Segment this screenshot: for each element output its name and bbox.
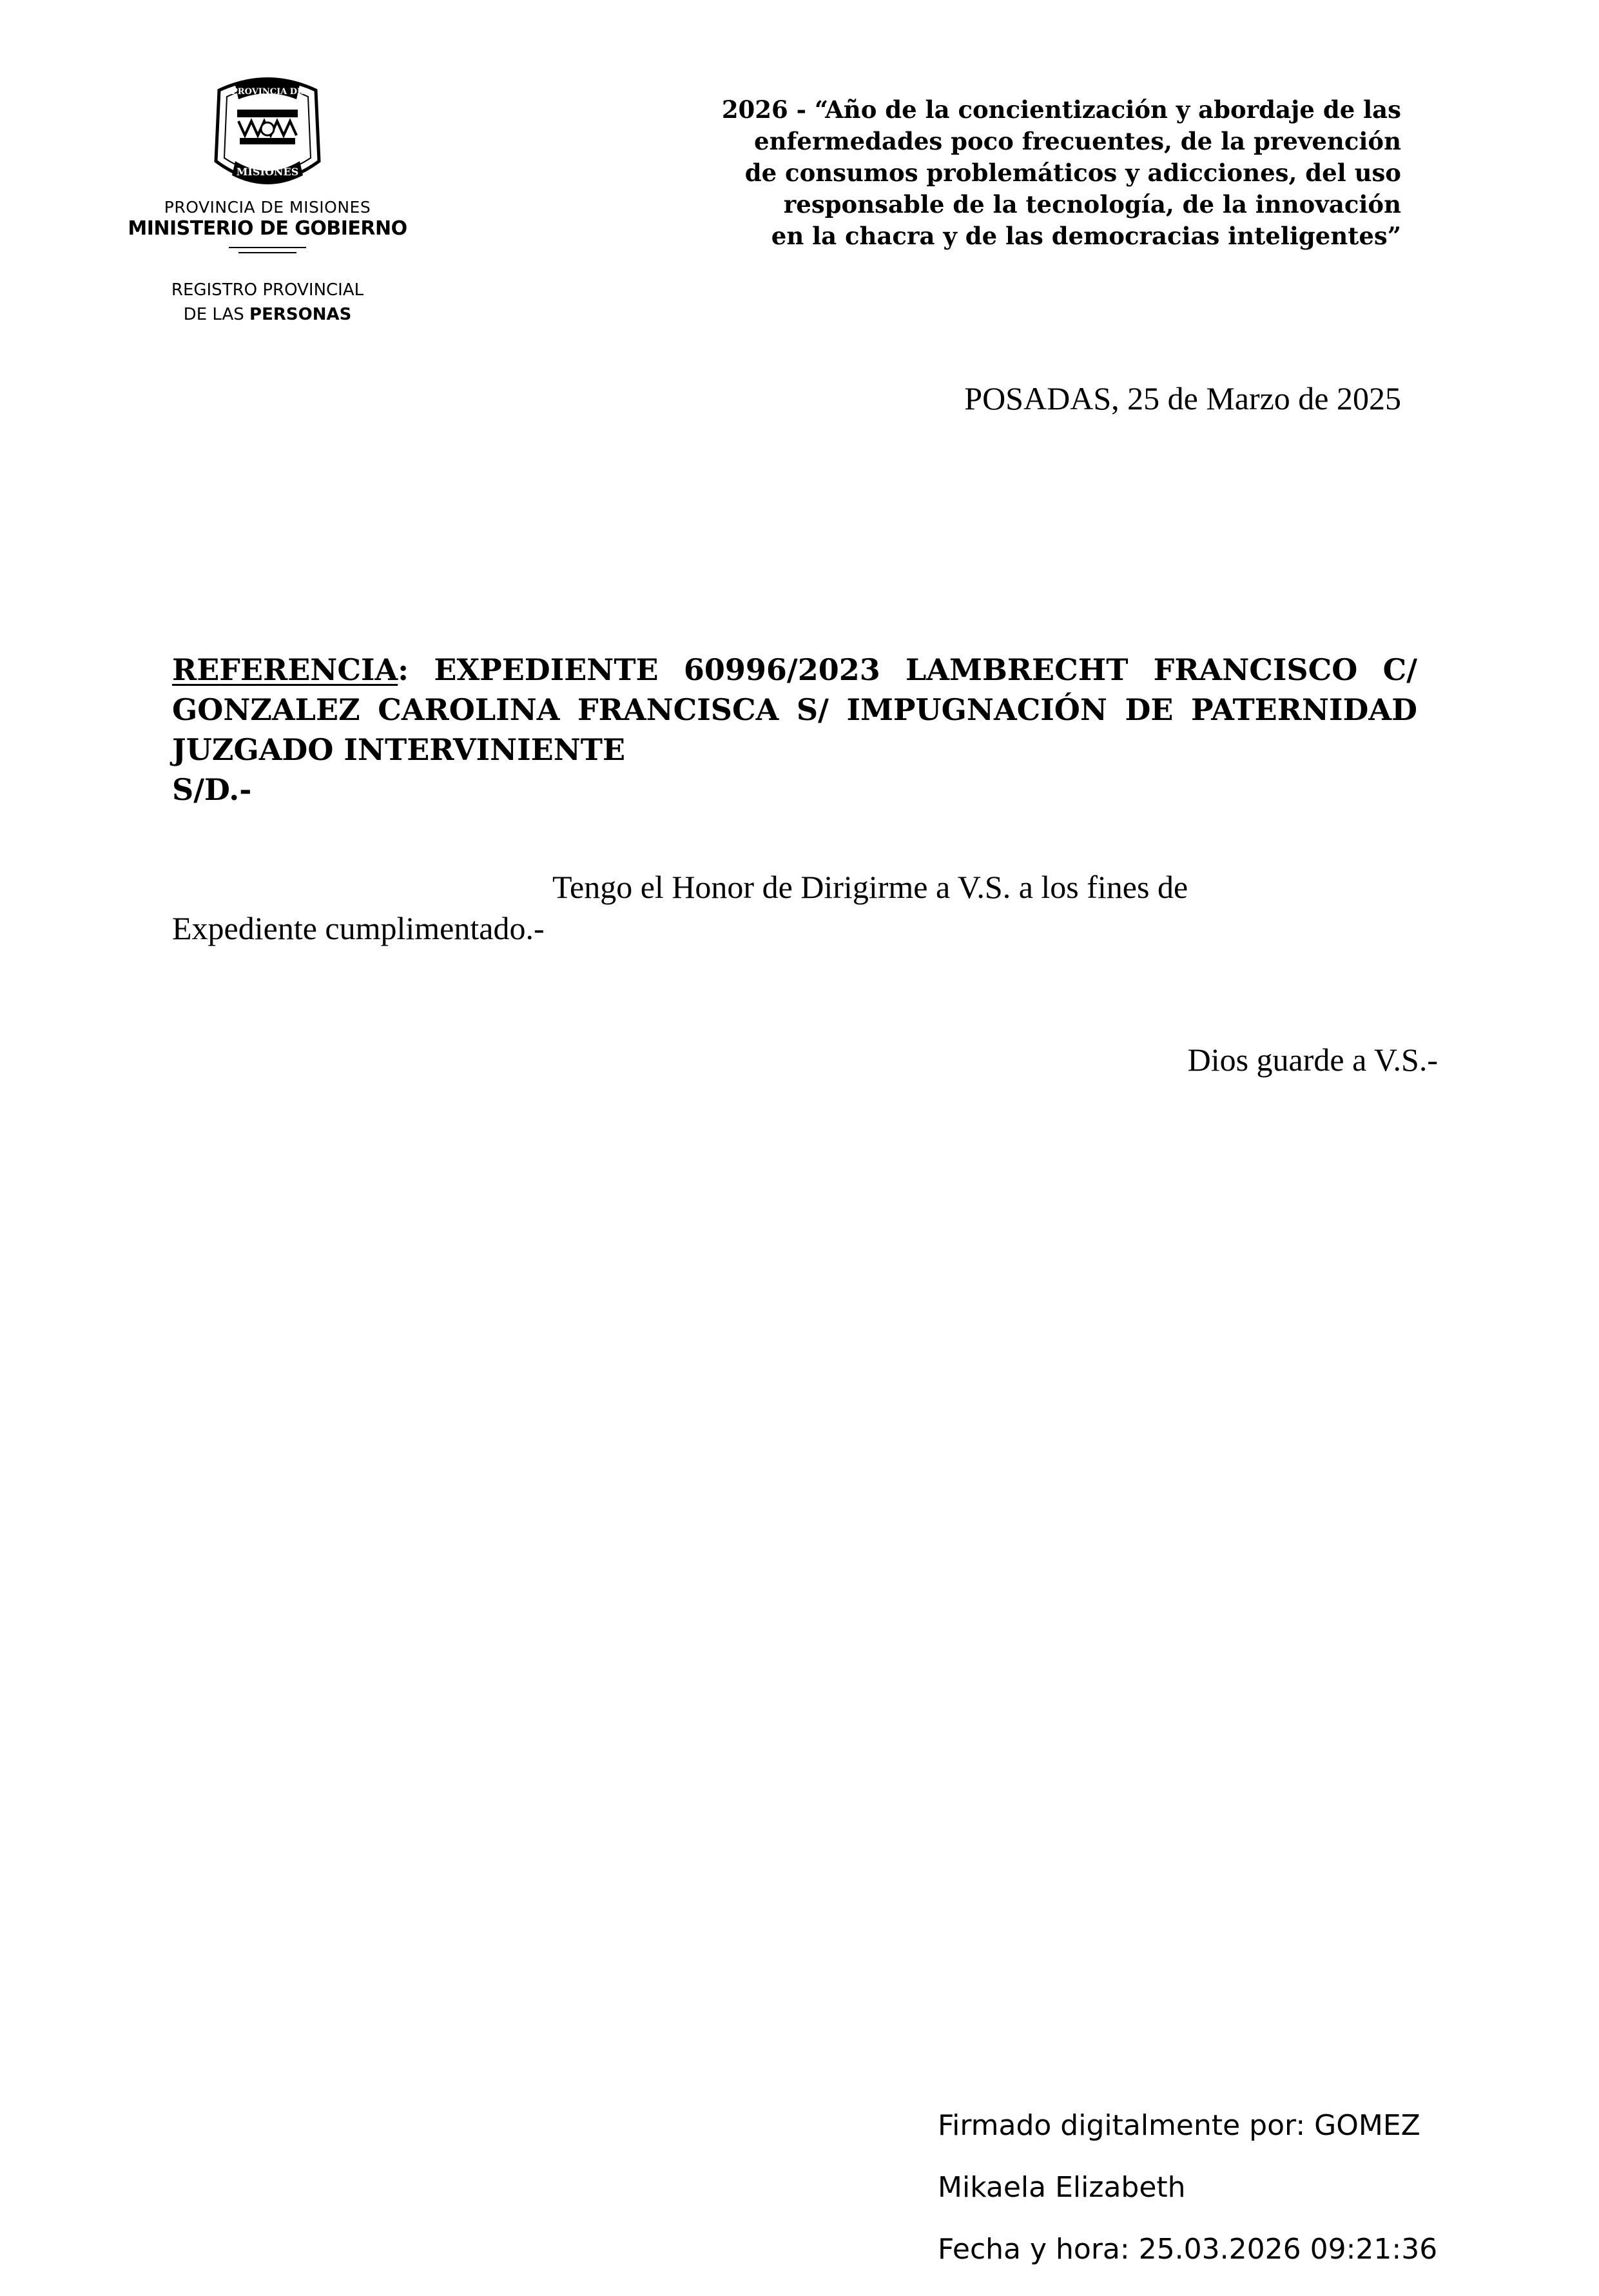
digital-signature — [938, 2079, 1518, 2296]
province-name: PROVINCIA DE MISIONES — [164, 198, 371, 217]
motto-line: enfermedades poco frecuentes, de la prevención — [754, 127, 1401, 155]
letterhead-divider — [229, 247, 306, 248]
seal-text-top: PROVINCIA DE — [231, 87, 304, 97]
document-date: POSADAS, 25 de Marzo de 2025 — [964, 380, 1401, 416]
reference-expediente: : EXPEDIENTE 60996/2023 LAMBRECHT FRANCISCO C/ — [398, 652, 1417, 687]
motto-line: responsable de la tecnología, de la innovación — [783, 190, 1401, 219]
reference-label: REFERENCIA — [172, 652, 398, 687]
year-motto — [563, 94, 1401, 252]
reference-line-2: GONZALEZ CAROLINA FRANCISCA S/ IMPUGNACIÓN DE PATERNIDAD — [172, 692, 1417, 727]
letterhead — [116, 71, 419, 327]
seal-text-bottom: MISIONES — [236, 166, 299, 178]
signature-signed-by: Firmado digitalmente por: GOMEZ — [938, 2109, 1420, 2142]
body-line-2: Expediente cumplimentado.- — [172, 910, 545, 946]
letterhead-divider-secondary — [238, 252, 296, 253]
reference-court: JUZGADO INTERVINIENTE — [172, 732, 626, 767]
reference-line-1 — [172, 650, 1417, 690]
signature-name: Mikaela Elizabeth — [938, 2171, 1186, 2204]
registry-line1: REGISTRO PROVINCIAL — [171, 280, 364, 300]
body-line-1: Tengo el Honor de Dirigirme a V.S. a los fines de — [552, 869, 1188, 905]
motto-line: 2026 - “Año de la concientización y abordaje de las — [721, 95, 1401, 124]
ministry-name: MINISTERIO DE GOBIERNO — [128, 217, 407, 240]
provincial-seal-icon — [206, 71, 329, 190]
motto-line: de consumos problemáticos y adicciones, del uso — [744, 159, 1401, 187]
reference-sd: S/D.- — [172, 772, 252, 807]
registry-line2-bold: PERSONAS — [249, 305, 352, 324]
registry-line2 — [116, 302, 419, 327]
registry-line2-prefix: DE LAS — [183, 305, 250, 324]
motto-line: en la chacra y de las democracias inteligentes” — [771, 222, 1401, 250]
letter-body — [172, 866, 1332, 949]
registry-name — [116, 278, 419, 327]
reference-block — [172, 650, 1417, 810]
signature-datetime: Fecha y hora: 25.03.2026 09:21:36 — [938, 2233, 1438, 2266]
closing-salutation: Dios guarde a V.S.- — [1187, 1042, 1438, 1078]
